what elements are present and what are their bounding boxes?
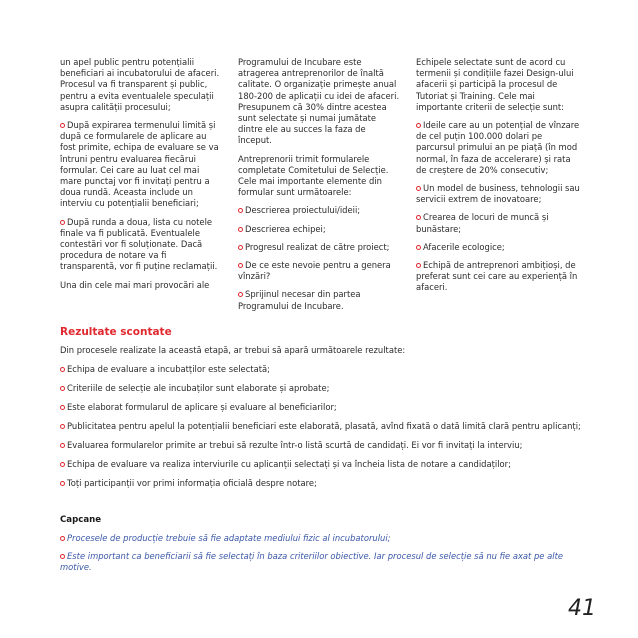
bullet-icon xyxy=(416,245,421,250)
paragraph: Antreprenorii trimit formularele completate Comitetului de Selecție. Cele mai importante elemente din formular sunt următoarele: xyxy=(238,153,389,198)
bullet-icon xyxy=(60,220,65,225)
bullet-item: Echipă de antreprenori ambițioși, de preferat sunt cei care au experiență în afaceri. xyxy=(416,260,578,293)
results-item: Criteriile de selecție ale incubaților sunt elaborate și aprobate; xyxy=(60,383,585,394)
results-section xyxy=(60,345,585,497)
bullet-item: Afacerile ecologice; xyxy=(416,242,580,253)
capcane-item: Procesele de producție trebuie să fie adaptate mediului fizic al incubatorului; xyxy=(60,533,580,544)
bullet-icon xyxy=(238,227,243,232)
results-intro: Din procesele realizate la această etapă, ar trebui să apară următoarele rezultate: xyxy=(60,345,406,355)
paragraph: Programului de Incubare este atragerea antreprenorilor de înaltă calitate. O organizație primește anual 180-200 de aplicații cu idei de afaceri. Presupunem că 30% dintre acestea sunt selectate și numai jumătate dintre ele au succes la faza de început. xyxy=(238,57,400,146)
column-1 xyxy=(60,57,220,298)
capcane-heading: Capcane xyxy=(60,515,102,525)
bullet-item: După expirarea termenului limită și după ce formularele de aplicare au fost primite, echipa de evaluare se va întruni pentru evaluarea fiecărui formular. Cei care au luat cel mai mare punctaj vor fi invitați pentru a doua rundă. Aceasta include un interviu cu potențialii beneficiari; xyxy=(60,120,219,209)
bullet-icon xyxy=(60,405,65,410)
results-item: Echipa de evaluare va realiza interviurile cu aplicanții selectați și va încheia lista de notare a candidaților; xyxy=(60,459,585,470)
paragraph: Una din cele mai mari provocări ale xyxy=(60,279,210,290)
bullet-icon xyxy=(60,443,65,448)
bullet-icon xyxy=(60,386,65,391)
bullet-item: După runda a doua, lista cu notele finale va fi publicată. Eventualele contestări vor fi soluționate. Dacă procedura de notare va fi transparentă, vor fi puține reclamații. xyxy=(60,216,218,272)
bullet-icon xyxy=(416,215,421,220)
bullet-icon xyxy=(60,424,65,429)
bullet-icon xyxy=(416,186,421,191)
bullet-icon xyxy=(238,292,243,297)
capcane-item: Este important ca beneficiarii să fie selectați în baza criteriilor obiective. Iar procesul de selecție să nu fie axat pe alte motive. xyxy=(60,551,564,572)
column-3 xyxy=(416,57,580,301)
bullet-item: De ce este nevoie pentru a genera vînzări? xyxy=(238,260,391,282)
bullet-item: Descrierea echipei; xyxy=(238,224,400,235)
bullet-item: Ideile care au un potențial de vînzare de cel puțin 100.000 dolari pe parcursul primului an pe piață (în mod normal, în faza de accelerare) și rata de creștere de 20% consecutiv; xyxy=(416,120,580,175)
bullet-icon xyxy=(60,123,65,128)
page-number: 41 xyxy=(568,596,596,621)
bullet-icon xyxy=(416,263,421,268)
bullet-icon xyxy=(60,481,65,486)
bullet-icon xyxy=(60,554,65,559)
results-item: Publicitatea pentru apelul la potențialii beneficiari este elaborată, plasată, avînd fixată o dată limită clară pentru aplicanți; xyxy=(60,421,585,432)
results-item: Este elaborat formularul de aplicare și evaluare al beneficiarilor; xyxy=(60,402,585,413)
bullet-icon xyxy=(238,208,243,213)
results-heading: Rezultate scontate xyxy=(60,326,172,338)
bullet-icon xyxy=(238,245,243,250)
bullet-icon xyxy=(60,367,65,372)
bullet-icon xyxy=(416,123,421,128)
bullet-item: Descrierea proiectului/ideii; xyxy=(238,205,400,216)
column-2 xyxy=(238,57,400,319)
paragraph: Echipele selectate sunt de acord cu termenii și condițiile fazei Design-ului afacerii și participă la procesul de Tutoriat și Training. Cele mai importante criterii de selecție sunt: xyxy=(416,57,574,112)
results-item: Evaluarea formularelor primite ar trebui să rezulte într-o listă scurtă de candidați. Ei vor fi invitați la interviu; xyxy=(60,440,585,451)
bullet-item: Sprijinul necesar din partea Programului de Incubare. xyxy=(238,289,361,311)
bullet-item: Un model de business, tehnologii sau servicii extrem de inovatoare; xyxy=(416,183,580,205)
capcane-section xyxy=(60,533,580,580)
bullet-item: Progresul realizat de către proiect; xyxy=(238,242,400,253)
bullet-icon xyxy=(60,536,65,541)
bullet-icon xyxy=(238,263,243,268)
bullet-item: Crearea de locuri de muncă și bunăstare; xyxy=(416,212,549,234)
paragraph: un apel public pentru potențialii beneficiari ai incubatorului de afaceri. Procesul va fi transparent și public, pentru a evita eventualele speculații asupra calității procesului; xyxy=(60,57,220,112)
results-item: Echipa de evaluare a incubatților este selectată; xyxy=(60,364,585,375)
bullet-icon xyxy=(60,462,65,467)
results-item: Toți participanții vor primi informația oficială despre notare; xyxy=(60,478,585,489)
